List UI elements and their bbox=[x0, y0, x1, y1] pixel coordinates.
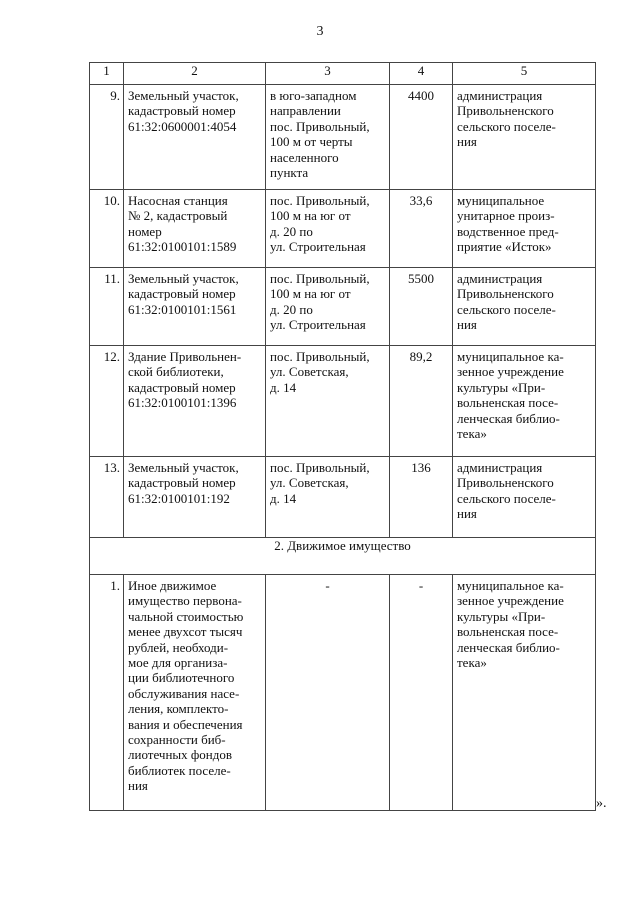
object-owner-line: зенное учреждение bbox=[457, 593, 564, 609]
row-number bbox=[90, 85, 124, 190]
object-address-line: ул. Советская, bbox=[270, 475, 349, 491]
object-area bbox=[390, 346, 453, 457]
table-row bbox=[90, 268, 596, 346]
object-owner-line: муниципальное ка- bbox=[457, 349, 564, 364]
row-number-line: 9. bbox=[110, 88, 120, 103]
object-name-line: № 2, кадастровый bbox=[128, 208, 228, 224]
object-name bbox=[124, 190, 266, 268]
row-number bbox=[90, 268, 124, 346]
object-owner-line: администрация bbox=[457, 271, 543, 286]
object-area-line: 5500 bbox=[408, 271, 434, 286]
object-owner-line: сельского поселе- bbox=[457, 118, 556, 134]
object-name-line: кадастровый номер bbox=[128, 103, 236, 119]
header-cell: 4 bbox=[390, 63, 453, 85]
object-owner-line: администрация bbox=[457, 88, 543, 103]
object-name bbox=[124, 457, 266, 538]
object-address-line: - bbox=[325, 578, 330, 593]
object-name-line: кадастровый номер bbox=[128, 379, 236, 395]
table-row bbox=[90, 346, 596, 457]
object-address-line: ул. Строительная bbox=[270, 317, 366, 333]
table-header-row bbox=[90, 63, 596, 85]
object-name-line: ской библиотеки, bbox=[128, 364, 224, 380]
row-number bbox=[90, 346, 124, 457]
object-owner-line: приятие «Исток» bbox=[457, 239, 552, 255]
object-name-line: сохранности биб- bbox=[128, 732, 226, 748]
object-name-line: 61:32:0100101:1561 bbox=[128, 301, 237, 317]
object-area-line: - bbox=[418, 578, 424, 593]
object-address-line: д. 20 по bbox=[270, 223, 313, 239]
object-name-line: 61:32:0100101:192 bbox=[128, 490, 230, 506]
object-area-line: 136 bbox=[411, 460, 431, 475]
object-owner-line: Привольненского bbox=[457, 475, 554, 491]
row-number-line: 13. bbox=[103, 460, 120, 475]
object-address bbox=[266, 85, 390, 190]
object-owner-line: муниципальное ка- bbox=[457, 578, 564, 593]
object-name-line: кадастровый номер bbox=[128, 475, 236, 491]
row-number-line: 11. bbox=[104, 271, 120, 286]
object-owner-line: ленческая библио- bbox=[457, 639, 560, 655]
object-name-line: Насосная станция bbox=[128, 193, 228, 208]
object-owner-line: вольненская посе- bbox=[457, 395, 559, 411]
object-owner-line: ния bbox=[457, 134, 477, 150]
object-area-line: 33,6 bbox=[409, 193, 433, 208]
object-address-line: пункта bbox=[270, 165, 309, 181]
row-number bbox=[90, 457, 124, 538]
object-name-line: ления, комплекто- bbox=[128, 701, 229, 717]
object-name-line: обслуживания насе- bbox=[128, 685, 240, 701]
header-cell: 3 bbox=[266, 63, 390, 85]
object-owner-line: тека» bbox=[457, 426, 487, 442]
object-address-line: пос. Привольный, bbox=[270, 193, 370, 208]
row-number-line: 10. bbox=[103, 193, 120, 208]
object-owner bbox=[453, 346, 596, 457]
object-name bbox=[124, 268, 266, 346]
object-owner-line: сельского поселе- bbox=[457, 301, 556, 317]
property-table bbox=[89, 62, 596, 811]
object-area bbox=[390, 575, 453, 811]
header-cell: 5 bbox=[453, 63, 596, 85]
object-address-line: в юго-западном bbox=[270, 88, 357, 103]
object-address-line: ул. Строительная bbox=[270, 239, 366, 255]
object-owner-line: ния bbox=[457, 317, 477, 333]
object-owner bbox=[453, 268, 596, 346]
object-owner-line: ленческая библио- bbox=[457, 410, 560, 426]
object-address bbox=[266, 268, 390, 346]
object-area bbox=[390, 190, 453, 268]
object-address-line: 100 м на юг от bbox=[270, 286, 351, 302]
object-owner bbox=[453, 575, 596, 811]
object-address-line: пос. Привольный, bbox=[270, 349, 370, 364]
object-address-line: пос. Привольный, bbox=[270, 460, 370, 475]
object-name-line: Земельный участок, bbox=[128, 88, 239, 103]
object-owner-line: унитарное произ- bbox=[457, 208, 555, 224]
object-area bbox=[390, 85, 453, 190]
object-name-line: 61:32:0100101:1589 bbox=[128, 239, 237, 255]
row-number-line: 1. bbox=[110, 578, 120, 593]
row-number bbox=[90, 190, 124, 268]
object-owner-line: ния bbox=[457, 506, 477, 522]
object-address-line: д. 14 bbox=[270, 490, 297, 506]
table-row bbox=[90, 457, 596, 538]
object-name-line: ции библиотечного bbox=[128, 670, 235, 686]
object-name-line: ния bbox=[128, 778, 148, 794]
object-area-line: 89,2 bbox=[409, 349, 433, 364]
table-row bbox=[90, 190, 596, 268]
row-number bbox=[90, 575, 124, 811]
object-address-line: 100 м на юг от bbox=[270, 208, 351, 224]
object-name-line: Иное движимое bbox=[128, 578, 217, 593]
object-address-line: 100 м от черты bbox=[270, 134, 353, 150]
object-owner-line: муниципальное bbox=[457, 193, 545, 208]
object-address-line: д. 20 по bbox=[270, 301, 313, 317]
object-owner-line: тека» bbox=[457, 655, 487, 671]
object-owner-line: культуры «При- bbox=[457, 608, 546, 624]
object-owner bbox=[453, 457, 596, 538]
section-row bbox=[90, 538, 596, 575]
object-name-line: 61:32:0100101:1396 bbox=[128, 395, 237, 411]
object-address-line: ул. Советская, bbox=[270, 364, 349, 380]
object-name-line: номер bbox=[128, 223, 162, 239]
object-name-line: мое для организа- bbox=[128, 655, 228, 671]
object-area bbox=[390, 457, 453, 538]
object-name-line: библиотек поселе- bbox=[128, 762, 231, 778]
object-name bbox=[124, 575, 266, 811]
object-name-line: рублей, необходи- bbox=[128, 639, 229, 655]
object-address-line: населенного bbox=[270, 149, 339, 165]
header-cell: 2 bbox=[124, 63, 266, 85]
page-number: 3 bbox=[316, 24, 324, 39]
object-name-line: Земельный участок, bbox=[128, 271, 239, 286]
table-row bbox=[90, 85, 596, 190]
section-title: 2. Движимое имущество bbox=[90, 538, 596, 575]
object-address-line: пос. Привольный, bbox=[270, 271, 370, 286]
object-name-line: менее двухсот тысяч bbox=[128, 624, 243, 640]
object-owner bbox=[453, 85, 596, 190]
object-name-line: чальной стоимостью bbox=[128, 608, 244, 624]
object-address bbox=[266, 190, 390, 268]
object-address bbox=[266, 457, 390, 538]
header-cell: 1 bbox=[90, 63, 124, 85]
object-owner-line: вольненская посе- bbox=[457, 624, 559, 640]
object-owner-line: сельского поселе- bbox=[457, 490, 556, 506]
object-owner bbox=[453, 190, 596, 268]
object-owner-line: администрация bbox=[457, 460, 543, 475]
object-owner-line: Привольненского bbox=[457, 286, 554, 302]
object-owner-line: культуры «При- bbox=[457, 379, 546, 395]
object-name-line: Здание Привольнен- bbox=[128, 349, 242, 364]
object-address-line: пос. Привольный, bbox=[270, 118, 370, 134]
closing-mark: ». bbox=[596, 796, 607, 811]
object-name-line: 61:32:0600001:4054 bbox=[128, 118, 237, 134]
table-row bbox=[90, 575, 596, 811]
object-address-line: направлении bbox=[270, 103, 341, 119]
object-name-line: вания и обеспечения bbox=[128, 716, 243, 732]
object-name-line: лиотечных фондов bbox=[128, 747, 233, 763]
object-address bbox=[266, 575, 390, 811]
object-name bbox=[124, 85, 266, 190]
object-name bbox=[124, 346, 266, 457]
object-name-line: кадастровый номер bbox=[128, 286, 236, 302]
object-name-line: имущество первона- bbox=[128, 593, 242, 609]
object-owner-line: водственное пред- bbox=[457, 223, 559, 239]
object-area bbox=[390, 268, 453, 346]
object-owner-line: Привольненского bbox=[457, 103, 554, 119]
row-number-line: 12. bbox=[103, 349, 120, 364]
object-name-line: Земельный участок, bbox=[128, 460, 239, 475]
object-address-line: д. 14 bbox=[270, 379, 297, 395]
object-address bbox=[266, 346, 390, 457]
object-owner-line: зенное учреждение bbox=[457, 364, 564, 380]
object-area-line: 4400 bbox=[408, 88, 434, 103]
